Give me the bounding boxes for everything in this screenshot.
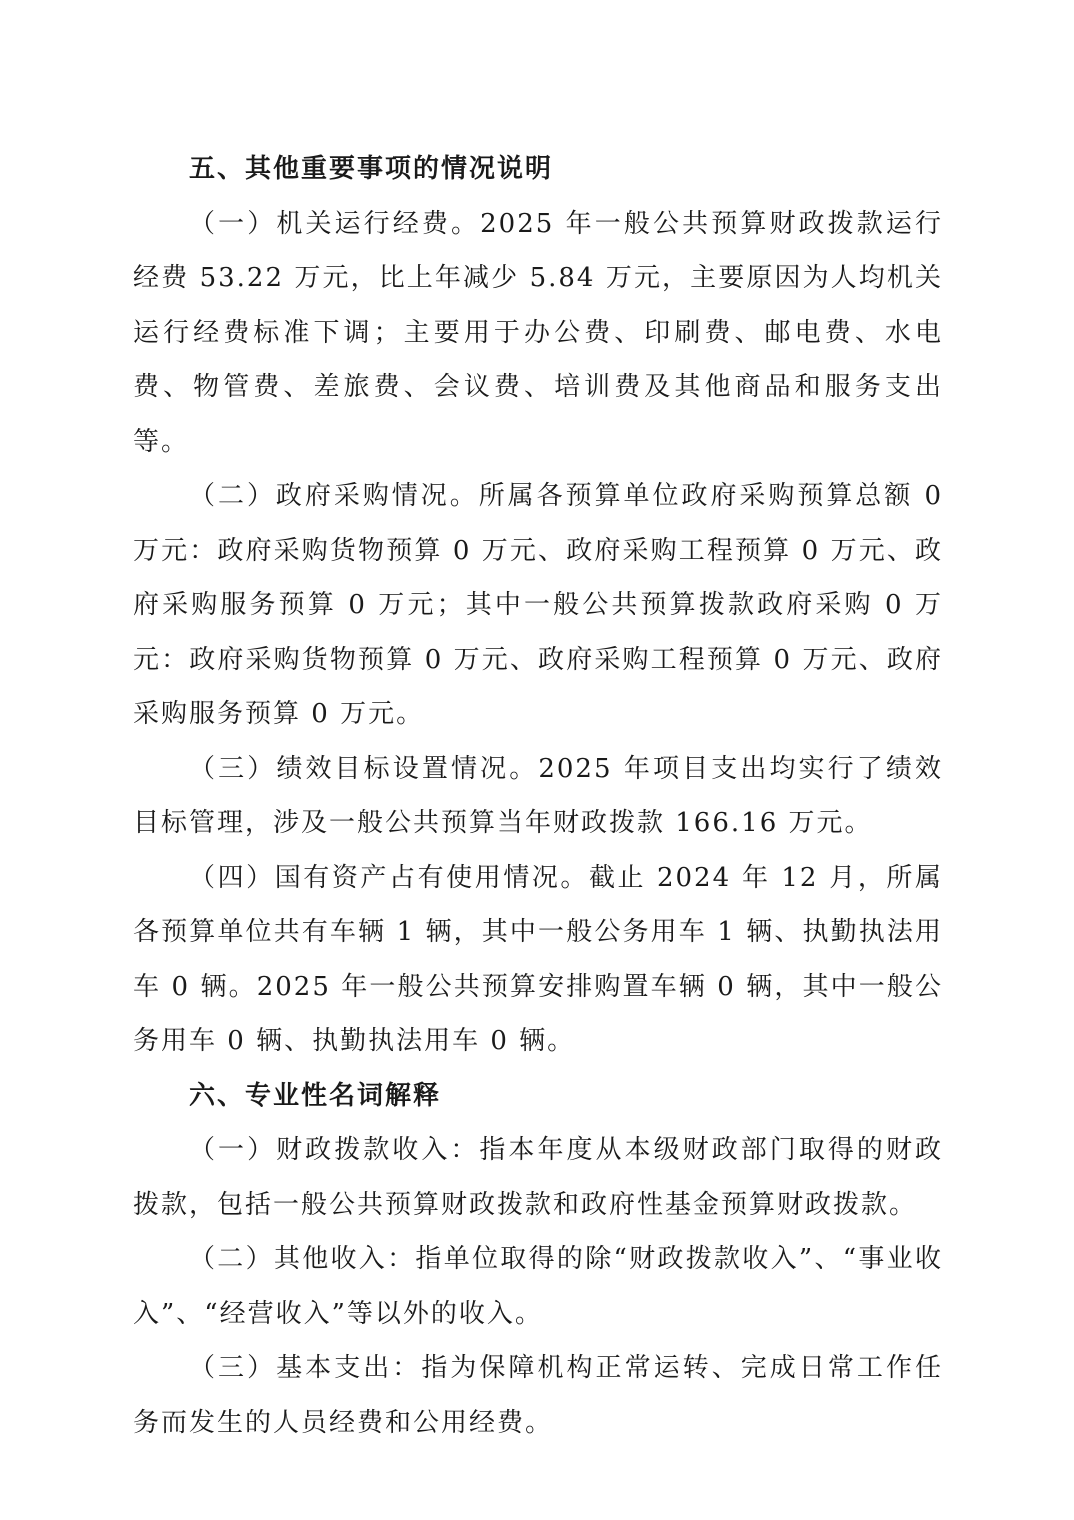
paragraph-operating-expenses: （一）机关运行经费。2025 年一般公共预算财政拨款运行经费 53.22 万元，比上年减少 5.84 万元，主要原因为人均机关运行经费标准下调；主要用于办公费、印刷费、邮电费、水电费、物管费、差旅费、会议费、培训费及其他商品和服务支出等。: [133, 208, 943, 457]
section-heading: 五、其他重要事项的情况说明: [189, 154, 554, 184]
paragraph-other-income: （二）其他收入：指单位取得的除“财政拨款收入”、“事业收入”、“经营收入”等以外的收入。: [133, 1244, 943, 1329]
section-other-matters: [133, 142, 943, 1069]
paragraph-basic-expenditure: （三）基本支出：指为保障机构正常运转、完成日常工作任务而发生的人员经费和公用经费。: [133, 1353, 943, 1438]
paragraph-state-assets: （四）国有资产占有使用情况。截止 2024 年 12 月，所属各预算单位共有车辆 1 辆，其中一般公务用车 1 辆、执勤执法用车 0 辆。2025 年一般公共预算安排购置车辆 0 辆，其中一般公务用车 0 辆、执勤执法用车 0 辆。: [133, 862, 943, 1056]
document-body: [133, 142, 943, 1450]
section-heading: 六、专业性名词解释: [189, 1080, 442, 1111]
paragraph-fiscal-appropriation: （一）财政拨款收入：指本年度从本级财政部门取得的财政拨款，包括一般公共预算财政拨款和政府性基金预算财政拨款。: [133, 1135, 943, 1220]
paragraph-government-procurement: （二）政府采购情况。所属各预算单位政府采购预算总额 0 万元：政府采购货物预算 0 万元、政府采购工程预算 0 万元、政府采购服务预算 0 万元；其中一般公共预算拨款政府采购 0 万元：政府采购货物预算 0 万元、政府采购工程预算 0 万元、政府采购服务预算 0 万元。: [133, 481, 943, 729]
paragraph-performance-targets: （三）绩效目标设置情况。2025 年项目支出均实行了绩效目标管理，涉及一般公共预算当年财政拨款 166.16 万元。: [133, 753, 943, 838]
section-glossary: [133, 1069, 943, 1451]
